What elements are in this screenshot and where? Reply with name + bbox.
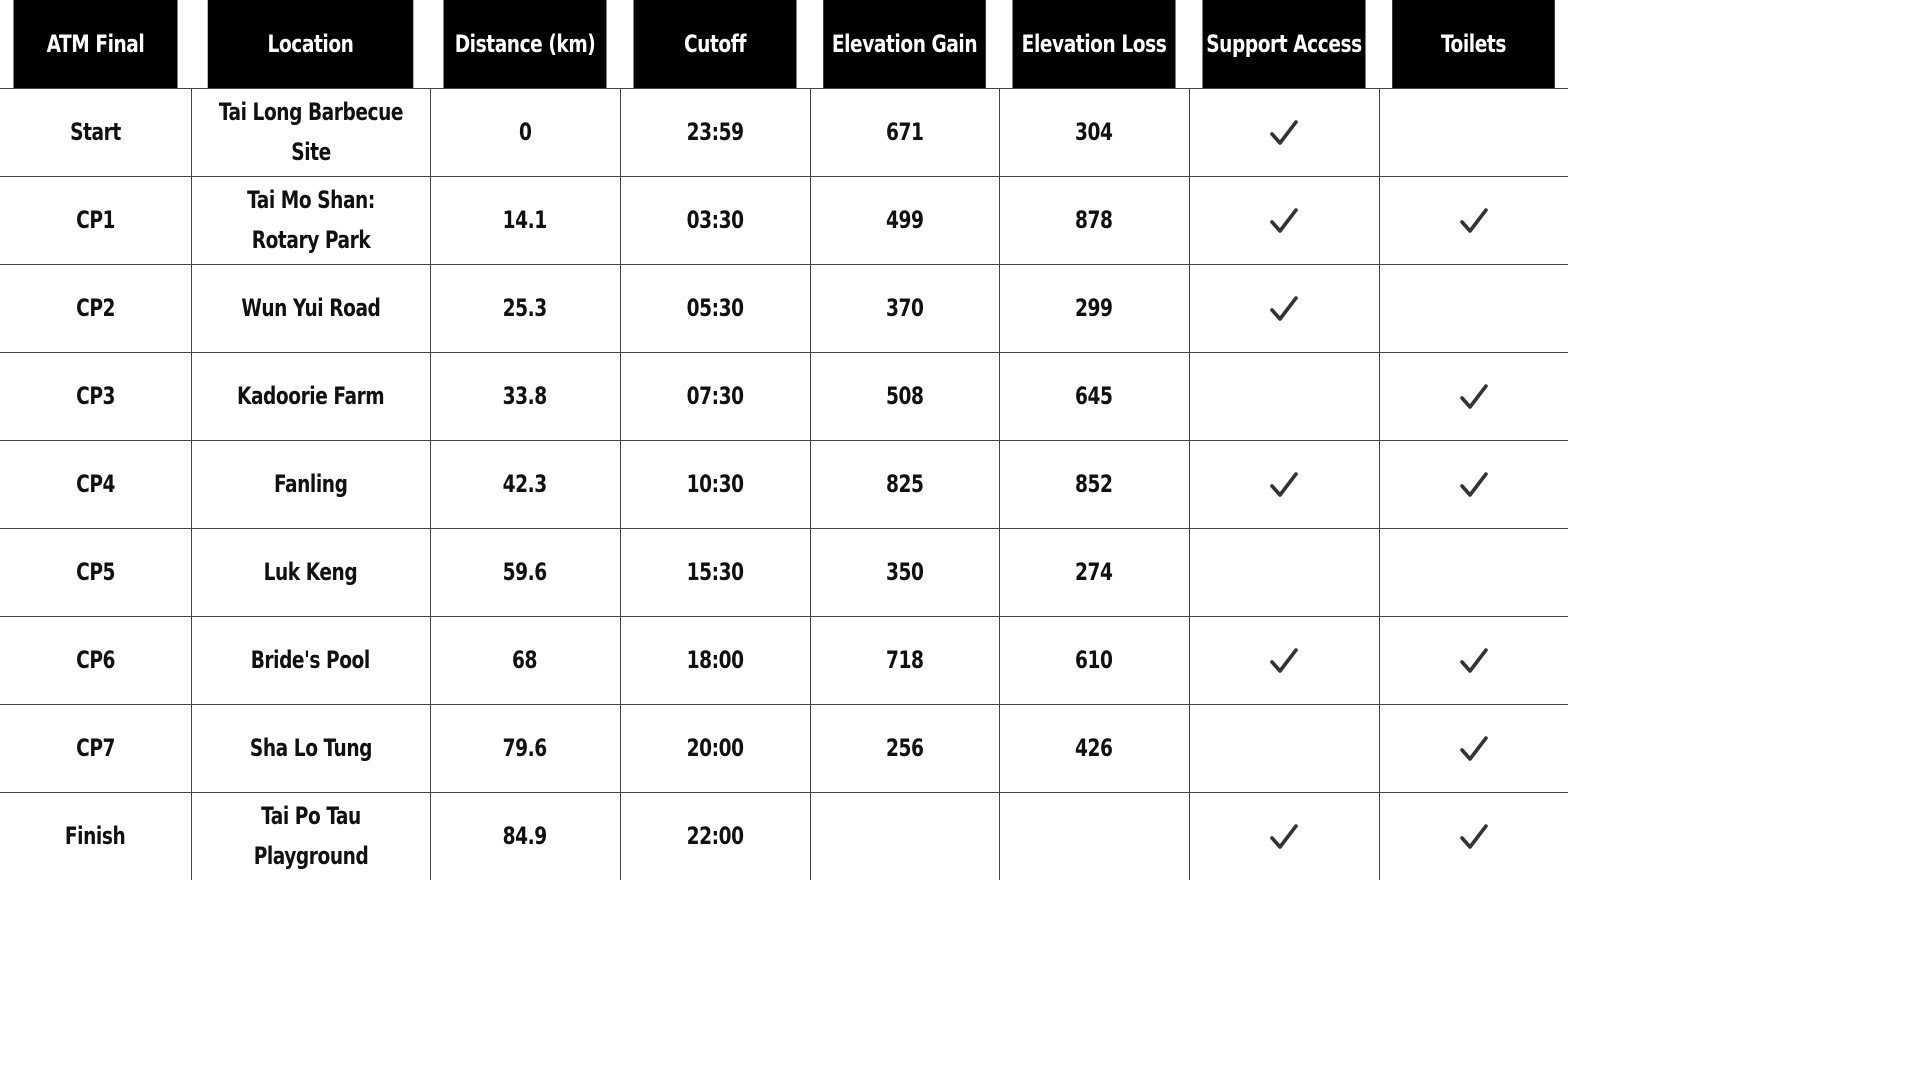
elevation-loss-cell [999,792,1189,880]
elevation-gain-cell-text: 671 [885,118,924,146]
location-cell [191,528,430,616]
table-row [0,264,1568,352]
distance-cell-text: 79.6 [502,734,548,762]
support-access-cell [1189,176,1379,264]
support-access-cell [1189,440,1379,528]
check-icon [1459,470,1489,500]
header-elevation-loss: Elevation Loss [1012,0,1175,88]
table-header [0,0,1568,88]
header-location: Location [208,0,414,88]
table-row [0,528,1568,616]
elevation-loss-cell-text: 610 [1075,646,1113,674]
toilets-cell [1379,616,1568,704]
elevation-loss-cell [999,616,1189,704]
elevation-loss-cell-text: 878 [1075,206,1113,234]
elevation-gain-cell [810,528,999,616]
location-cell [191,616,430,704]
elevation-gain-cell [810,616,999,704]
stage-cell [0,528,191,616]
stage-cell-text: CP4 [75,470,115,498]
elevation-loss-cell [999,88,1189,176]
location-cell-text: Tai Po Tau Playground [253,802,368,871]
stage-cell-text: CP5 [75,558,115,586]
support-access-cell [1189,792,1379,880]
stage-cell-text: CP3 [75,382,115,410]
cutoff-cell [620,264,810,352]
header-elevation-gain: Elevation Gain [823,0,986,88]
cutoff-cell-text: 03:30 [686,206,744,234]
elevation-gain-cell-text: 508 [885,382,924,410]
table-row [0,616,1568,704]
cutoff-cell [620,616,810,704]
check-icon [1269,646,1299,676]
stage-cell [0,616,191,704]
check-icon [1459,822,1489,852]
elevation-gain-cell [810,440,999,528]
check-icon [1459,646,1489,676]
toilets-cell [1379,88,1568,176]
check-icon [1459,382,1489,412]
stage-cell-text: CP7 [75,734,115,762]
check-icon [1459,734,1489,764]
header-atm-final: ATM Final [13,0,177,88]
stage-cell-text: CP6 [75,646,115,674]
cutoff-cell-text: 18:00 [686,646,744,674]
location-cell-text: Tai Long Barbecue Site [218,98,403,166]
toilets-cell [1379,704,1568,792]
header-support-access: Support Access [1202,0,1365,88]
distance-cell-text: 25.3 [502,294,548,322]
distance-cell [430,440,620,528]
distance-cell-text: 68 [512,646,538,674]
distance-cell-text: 59.6 [502,558,548,586]
location-cell-text: Bride's Pool [250,646,371,674]
elevation-gain-cell [810,176,999,264]
stage-cell-text: CP1 [75,206,115,234]
elevation-loss-cell [999,352,1189,440]
elevation-gain-cell [810,264,999,352]
elevation-gain-cell-text: 718 [885,646,924,674]
stage-cell [0,176,191,264]
elevation-loss-cell [999,704,1189,792]
location-cell-text: Sha Lo Tung [249,734,372,762]
distance-cell [430,88,620,176]
elevation-gain-cell-text: 350 [885,558,924,586]
support-access-cell [1189,352,1379,440]
elevation-loss-cell-text: 274 [1075,558,1113,586]
cutoff-cell [620,528,810,616]
header-distance: Distance (km) [443,0,606,88]
cutoff-cell-text: 20:00 [686,734,744,762]
toilets-cell [1379,352,1568,440]
elevation-gain-cell-text: 370 [885,294,924,322]
stage-cell [0,792,191,880]
elevation-gain-cell [810,352,999,440]
location-cell [191,176,430,264]
location-cell [191,352,430,440]
header-toilets: Toilets [1392,0,1555,88]
distance-cell-text: 14.1 [502,206,548,234]
distance-cell [430,352,620,440]
table-row [0,88,1568,176]
header-row [0,0,1568,88]
stage-cell-text: CP2 [75,294,115,322]
table-body [0,88,1568,880]
stage-cell [0,264,191,352]
elevation-loss-cell-text: 645 [1075,382,1113,410]
stage-cell [0,88,191,176]
distance-cell [430,528,620,616]
table-row [0,704,1568,792]
distance-cell [430,616,620,704]
location-cell [191,792,430,880]
toilets-cell [1379,792,1568,880]
location-cell-text: Wun Yui Road [240,294,381,322]
support-access-cell [1189,616,1379,704]
location-cell-text: Kadoorie Farm [236,382,385,410]
support-access-cell [1189,88,1379,176]
cutoff-cell [620,440,810,528]
table-row [0,440,1568,528]
check-icon [1459,206,1489,236]
header-cutoff: Cutoff [633,0,796,88]
stage-cell [0,704,191,792]
elevation-loss-cell [999,528,1189,616]
distance-cell [430,264,620,352]
check-icon [1269,118,1299,148]
distance-cell-text: 84.9 [502,822,548,851]
location-cell-text: Tai Mo Shan: Rotary Park [246,186,375,254]
elevation-loss-cell [999,264,1189,352]
stage-cell [0,440,191,528]
elevation-gain-cell [810,88,999,176]
cutoff-cell [620,704,810,792]
stage-cell-text: Start [69,118,121,146]
toilets-cell [1379,528,1568,616]
check-icon [1269,822,1299,852]
cutoff-cell [620,176,810,264]
support-access-cell [1189,264,1379,352]
cutoff-cell [620,792,810,880]
elevation-gain-cell [810,704,999,792]
elevation-loss-cell [999,176,1189,264]
cutoff-cell-text: 07:30 [686,382,744,410]
table-row [0,792,1568,880]
stage-cell-text: Finish [65,822,126,851]
elevation-loss-cell-text: 426 [1075,734,1113,762]
stage-cell [0,352,191,440]
distance-cell-text: 0 [518,118,532,146]
elevation-gain-cell-text: 825 [885,470,924,498]
location-cell [191,704,430,792]
distance-cell-text: 42.3 [502,470,548,498]
check-icon [1269,470,1299,500]
cutoff-cell [620,88,810,176]
cutoff-cell-text: 15:30 [686,558,744,586]
location-cell-text: Luk Keng [263,558,358,586]
distance-cell [430,176,620,264]
table-row [0,352,1568,440]
distance-cell [430,704,620,792]
toilets-cell [1379,176,1568,264]
elevation-loss-cell-text: 852 [1075,470,1113,498]
elevation-gain-cell-text: 256 [885,734,924,762]
location-cell [191,88,430,176]
toilets-cell [1379,264,1568,352]
location-cell-text: Fanling [273,470,348,498]
cutoff-cell-text: 10:30 [686,470,744,498]
elevation-loss-cell [999,440,1189,528]
location-cell [191,440,430,528]
toilets-cell [1379,440,1568,528]
elevation-gain-cell [810,792,999,880]
distance-cell [430,792,620,880]
support-access-cell [1189,704,1379,792]
cutoff-cell-text: 05:30 [686,294,744,322]
cutoff-cell [620,352,810,440]
elevation-loss-cell-text: 304 [1075,118,1113,146]
elevation-loss-cell-text: 299 [1075,294,1113,322]
support-access-cell [1189,528,1379,616]
table-row [0,176,1568,264]
cutoff-cell-text: 23:59 [686,118,744,146]
location-cell [191,264,430,352]
check-icon [1269,294,1299,324]
check-icon [1269,206,1299,236]
elevation-gain-cell-text: 499 [885,206,924,234]
distance-cell-text: 33.8 [502,382,548,410]
cutoff-cell-text: 22:00 [686,822,744,851]
